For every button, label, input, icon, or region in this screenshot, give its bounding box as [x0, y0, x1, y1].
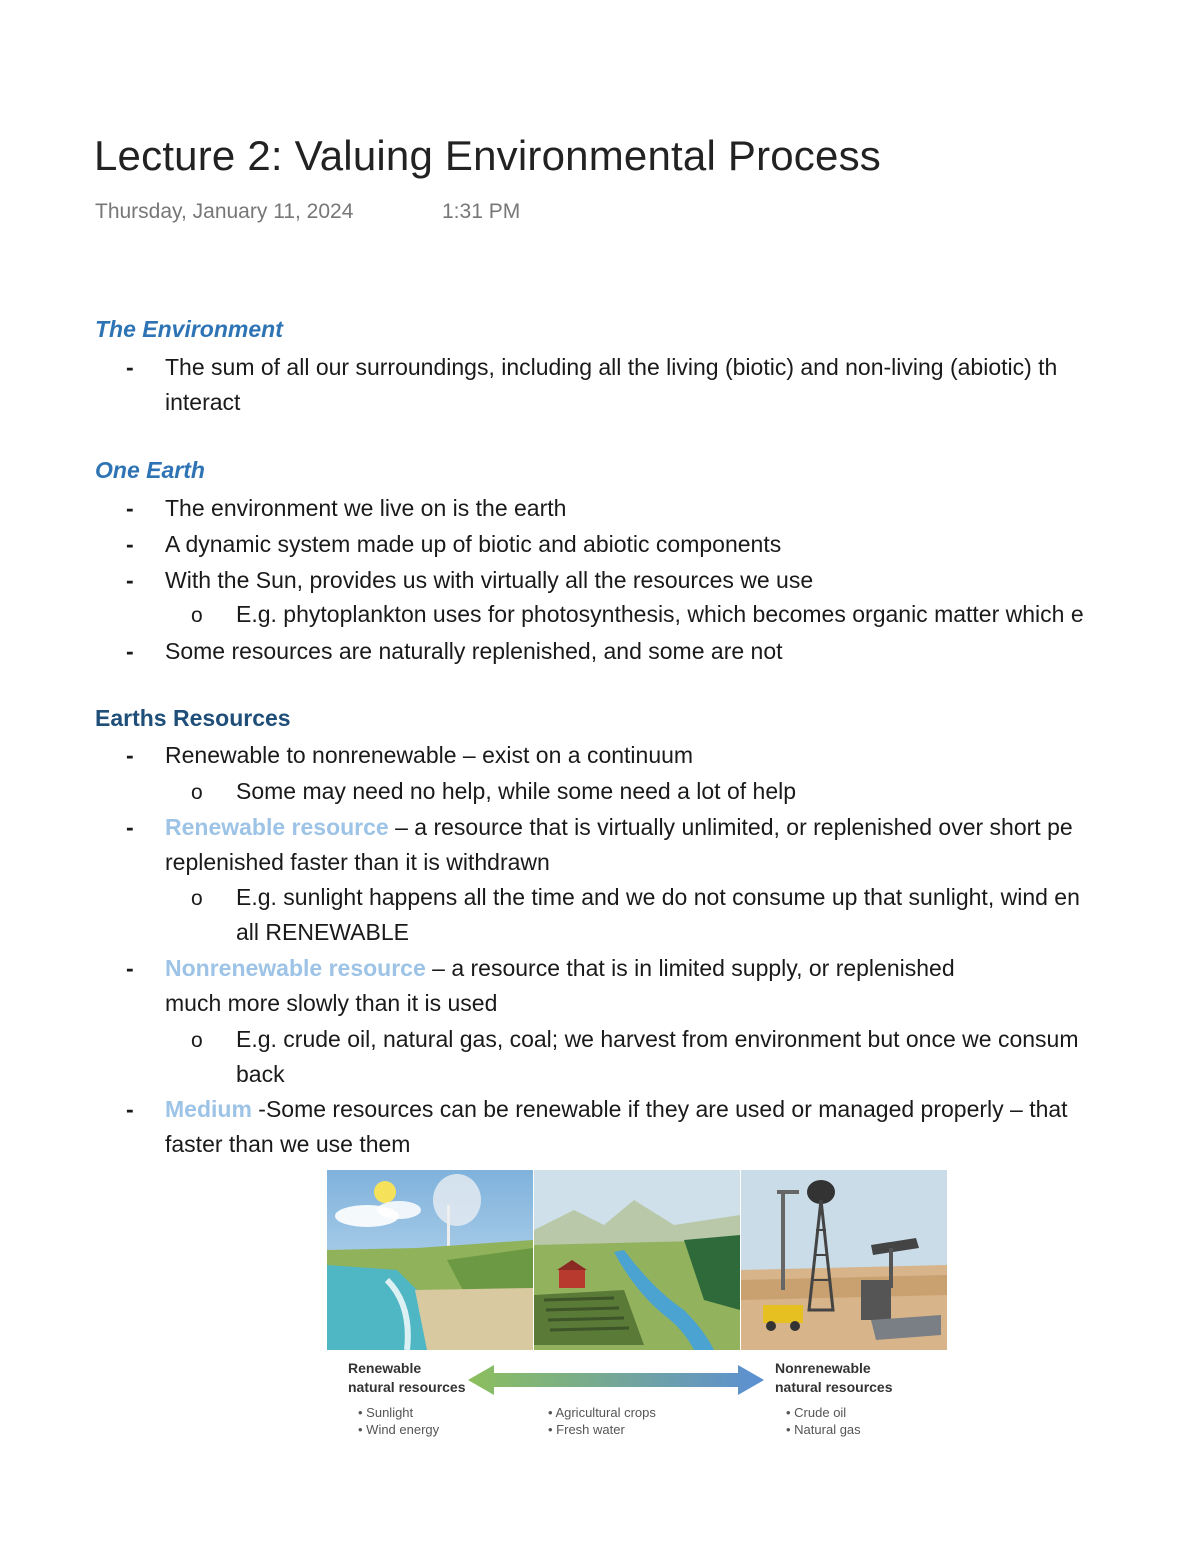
resources-bullet-renewable-cont: replenished faster than it is withdrawn: [165, 849, 550, 875]
resources-bullet-medium-cont: faster than we use them: [165, 1131, 411, 1157]
medium-illustration: [534, 1170, 740, 1350]
term-nonrenewable-resource: Nonrenewable resource: [165, 955, 426, 981]
renewable-item-1: • Sunlight: [358, 1405, 414, 1420]
resources-bullet-nonrenewable-cont: much more slowly than it is used: [165, 990, 498, 1016]
nonrenewable-definition: – a resource that is in limited supply, or replenished: [425, 955, 955, 981]
one-earth-sub-bullet: E.g. phytoplankton uses for photosynthesis, which becomes organic matter which e: [236, 601, 1084, 627]
dash-bullet: -: [126, 1096, 134, 1122]
renewable-item-2: • Wind energy: [358, 1422, 440, 1437]
dash-bullet: -: [126, 495, 134, 521]
heading-the-environment: The Environment: [95, 316, 283, 342]
dash-bullet: -: [126, 955, 134, 981]
one-earth-bullet-3: With the Sun, provides us with virtually all the resources we use: [165, 567, 814, 593]
dash-bullet: -: [126, 354, 134, 380]
medium-item-2: • Fresh water: [548, 1422, 625, 1437]
renewable-definition: – a resource that is virtually unlimited, or replenished over short pe: [388, 814, 1073, 840]
renewable-label: Renewable: [348, 1360, 422, 1376]
renewable-example: E.g. sunlight happens all the time and we do not consume up that sunlight, wind en: [236, 884, 1080, 910]
circle-bullet: o: [191, 1029, 203, 1052]
circle-bullet: o: [191, 604, 203, 627]
heading-earths-resources: Earths Resources: [95, 705, 291, 731]
one-earth-bullet-4: Some resources are naturally replenished, and some are not: [165, 638, 783, 664]
resources-sub-bullet-1: Some may need no help, while some need a lot of help: [236, 778, 797, 804]
nonrenewable-label-line2: natural resources: [775, 1379, 893, 1395]
dash-bullet: -: [126, 531, 134, 557]
medium-item-1: • Agricultural crops: [548, 1405, 656, 1420]
renewable-example-cont: all RENEWABLE: [236, 919, 409, 945]
resources-bullet-1: Renewable to nonrenewable – exist on a continuum: [165, 742, 694, 768]
circle-bullet: o: [191, 887, 203, 910]
one-earth-bullet-1: The environment we live on is the earth: [165, 495, 567, 521]
medium-definition: -Some resources can be renewable if they are used or managed properly – that: [251, 1096, 1068, 1122]
renewable-label-line2: natural resources: [348, 1379, 466, 1395]
environment-bullet-1: The sum of all our surroundings, including all the living (biotic) and non-living (abiotic) th: [165, 354, 1058, 380]
nonrenewable-illustration: [741, 1170, 947, 1350]
term-medium: Medium: [165, 1096, 252, 1122]
environment-bullet-1-cont: interact: [165, 389, 241, 415]
nonrenewable-item-1: • Crude oil: [786, 1405, 847, 1420]
nonrenewable-label: Nonrenewable: [775, 1360, 871, 1376]
dash-bullet: -: [126, 814, 134, 840]
page-title: Lecture 2: Valuing Environmental Process: [94, 132, 881, 179]
nonrenewable-example: E.g. crude oil, natural gas, coal; we harvest from environment but once we consum: [236, 1026, 1079, 1052]
term-renewable-resource: Renewable resource: [165, 814, 389, 840]
nonrenewable-example-cont: back: [236, 1061, 285, 1087]
dash-bullet: -: [126, 742, 134, 768]
resources-bullet-medium: [165, 1094, 1068, 1124]
nonrenewable-item-2: • Natural gas: [786, 1422, 861, 1437]
renewable-illustration: [327, 1170, 533, 1350]
resources-bullet-renewable: [165, 812, 1073, 842]
dash-bullet: -: [126, 567, 134, 593]
note-date: Thursday, January 11, 2024: [95, 200, 354, 223]
note-time: 1:31 PM: [442, 200, 521, 223]
heading-one-earth: One Earth: [95, 457, 205, 483]
resources-bullet-nonrenewable: [165, 953, 955, 983]
continuum-arrow-icon: [466, 1363, 766, 1397]
dash-bullet: -: [126, 638, 134, 664]
one-earth-bullet-2: A dynamic system made up of biotic and abiotic components: [165, 531, 782, 557]
circle-bullet: o: [191, 781, 203, 804]
